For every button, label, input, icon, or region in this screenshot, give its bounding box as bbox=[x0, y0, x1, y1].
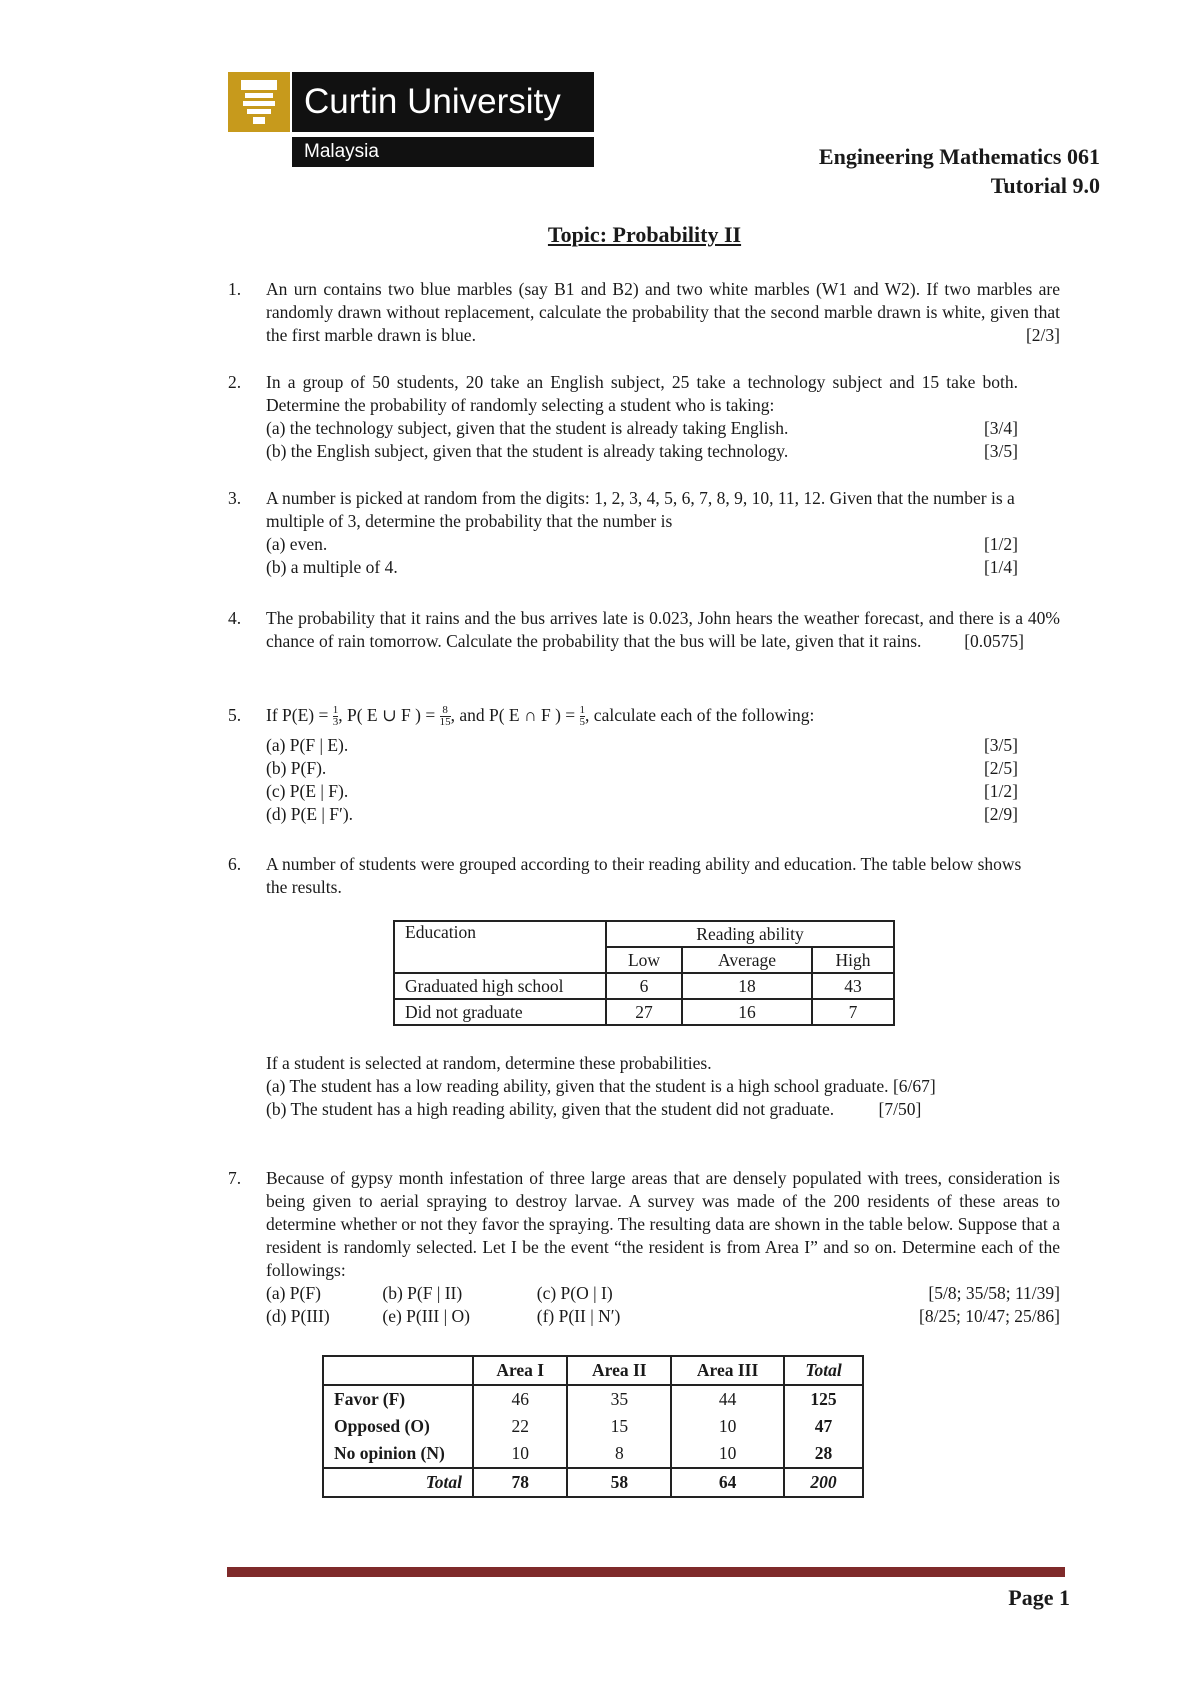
part-f: (f) P(II | N′) bbox=[536, 1306, 621, 1326]
table-cell: 15 bbox=[567, 1413, 671, 1440]
table-row bbox=[323, 1413, 863, 1440]
question-text: A number is picked at random from the digits: 1, 2, 3, 4, 5, 6, 7, 8, 9, 10, 11, 12. Given that the number is a multiple of 3, determine the probability that the number is bbox=[266, 488, 1015, 531]
table-col-header: Area III bbox=[671, 1356, 784, 1385]
answer: [2/3] bbox=[1025, 325, 1060, 345]
table-col-header: Low bbox=[606, 947, 682, 973]
part-c: (c) P(E | F). bbox=[266, 781, 349, 802]
table-cell: 46 bbox=[473, 1385, 567, 1413]
answers-abc: [5/8; 35/58; 11/39] bbox=[928, 1283, 1060, 1303]
table-row bbox=[394, 921, 894, 947]
table-row bbox=[394, 999, 894, 1025]
answer-b: [7/50] bbox=[878, 1099, 922, 1119]
question-4 bbox=[228, 607, 1060, 653]
tutorial-number: Tutorial 9.0 bbox=[990, 173, 1100, 198]
university-logo bbox=[228, 72, 594, 167]
table-cell: 43 bbox=[812, 973, 894, 999]
fraction: $\frac{1}{3}$ bbox=[332, 704, 339, 729]
table-row-label: Graduated high school bbox=[394, 973, 606, 999]
part-a: (a) The student has a low reading ability, given that the student is a high school graduate. [6/67] bbox=[266, 1076, 936, 1096]
part-a: (a) P(F) bbox=[266, 1283, 321, 1303]
question-text: If P(E) = $\frac{1}{3}$ , P( E ∪ F ) = $\frac{8}{15}$ , and P( E ∩ F ) = $\frac{1}{5}$ , calculate each of the following: bbox=[266, 704, 815, 729]
part-b: (b) the English subject, given that the student is already taking technology. bbox=[266, 441, 789, 461]
table-row bbox=[323, 1356, 863, 1385]
table-total: 58 bbox=[567, 1468, 671, 1497]
logo-university-name: Curtin University bbox=[292, 72, 594, 132]
table-cell: 16 bbox=[682, 999, 812, 1025]
page-number: Page 1 bbox=[1008, 1585, 1070, 1610]
answer-d: [2/9] bbox=[983, 804, 1018, 825]
question-text: An urn contains two blue marbles (say B1 and B2) and two white marbles (W1 and W2). If two marbles are randomly drawn without replacement, calculate the probability that the second marble drawn is white, given that the first marble drawn is blue. [2/3] bbox=[266, 279, 1060, 345]
survey-table bbox=[322, 1355, 864, 1498]
crest-icon bbox=[228, 72, 290, 132]
course-header bbox=[819, 142, 1100, 200]
question-7 bbox=[228, 1167, 1060, 1328]
answer-b: [2/5] bbox=[983, 758, 1018, 779]
question-text: Because of gypsy month infestation of three large areas that are densely populated with trees, consideration is being given to aerial spraying to destroy larvae. A survey was made of the 200 residents of these areas to determine whether or not they favor the spraying. The resulting data are shown in the table below. Suppose that a resident is randomly selected. Let I be the event “the resident is from Area I” and so on. Determine each of the followings: bbox=[266, 1168, 1060, 1280]
question-1 bbox=[228, 278, 1060, 347]
answer: [0.0575] bbox=[964, 631, 1024, 651]
question-2 bbox=[228, 371, 1060, 463]
table-total-label: Total bbox=[323, 1468, 473, 1497]
table-col-header: Area I bbox=[473, 1356, 567, 1385]
table-cell: 35 bbox=[567, 1385, 671, 1413]
table-row bbox=[394, 973, 894, 999]
part-b: (b) The student has a high reading ability, given that the student did not graduate. [7/50] bbox=[266, 1099, 922, 1119]
table-total: 64 bbox=[671, 1468, 784, 1497]
question-3 bbox=[228, 487, 1060, 579]
question-number: 1. bbox=[228, 279, 242, 299]
question-number: 3. bbox=[228, 488, 242, 508]
table-header-reading: Reading ability bbox=[606, 921, 894, 947]
fraction: $\frac{1}{5}$ bbox=[579, 704, 586, 729]
table-col-header: Total bbox=[784, 1356, 863, 1385]
table-cell: 44 bbox=[671, 1385, 784, 1413]
answers-def: [8/25; 10/47; 25/86] bbox=[919, 1306, 1060, 1326]
question-text: The probability that it rains and the bus arrives late is 0.023, John hears the weather forecast, and there is a 40% chance of rain tomorrow. Calculate the probability that the bus will be late, given that it rains. [0.0575] bbox=[266, 608, 1060, 651]
page-title: Topic: Probability II bbox=[547, 222, 742, 247]
table-row bbox=[323, 1440, 863, 1468]
question-text: In a group of 50 students, 20 take an English subject, 25 take a technology subject and 15 take both. Determine the probability of randomly selecting a student who is taking: bbox=[266, 372, 1018, 415]
table-total: 200 bbox=[784, 1468, 863, 1497]
table-cell: 6 bbox=[606, 973, 682, 999]
table-row-label: Favor (F) bbox=[323, 1385, 473, 1413]
table-row bbox=[323, 1385, 863, 1413]
table-row bbox=[323, 1468, 863, 1497]
table-col-header: High bbox=[812, 947, 894, 973]
answer-b: [1/4] bbox=[983, 557, 1018, 577]
question-number: 6. bbox=[228, 854, 242, 874]
part-e: (e) P(III | O) bbox=[382, 1306, 470, 1326]
table-header-education: Education bbox=[394, 921, 606, 973]
course-title: Engineering Mathematics 061 bbox=[818, 144, 1100, 169]
answer-a: [3/4] bbox=[983, 418, 1018, 438]
part-a: (a) P(F | E). bbox=[266, 735, 349, 756]
answer-a: [1/2] bbox=[983, 534, 1018, 554]
question-6-parts bbox=[228, 1052, 1060, 1121]
answer-c: [1/2] bbox=[983, 781, 1018, 802]
part-a: (a) even. bbox=[266, 534, 328, 554]
table-cell: 47 bbox=[784, 1413, 863, 1440]
table-row-label: Did not graduate bbox=[394, 999, 606, 1025]
answer-a: [6/67] bbox=[892, 1076, 936, 1096]
question-number: 7. bbox=[228, 1168, 242, 1188]
fraction: $\frac{8}{15}$ bbox=[439, 704, 451, 729]
part-b: (b) P(F). bbox=[266, 758, 327, 779]
table-cell: 27 bbox=[606, 999, 682, 1025]
table-col-header: Area II bbox=[567, 1356, 671, 1385]
table-cell: 18 bbox=[682, 973, 812, 999]
question-6 bbox=[228, 853, 1060, 899]
table-cell: 28 bbox=[784, 1440, 863, 1468]
table-row-label: No opinion (N) bbox=[323, 1440, 473, 1468]
question-text: A number of students were grouped according to their reading ability and education. The table below shows the results. bbox=[266, 854, 1022, 897]
answer-a: [3/5] bbox=[983, 735, 1018, 756]
table-cell: 8 bbox=[567, 1440, 671, 1468]
question-5 bbox=[228, 704, 1060, 826]
part-b: (b) P(F | II) bbox=[382, 1283, 463, 1303]
part-b: (b) a multiple of 4. bbox=[266, 557, 398, 577]
table-cell: 125 bbox=[784, 1385, 863, 1413]
question-followup: If a student is selected at random, determine these probabilities. bbox=[266, 1053, 712, 1073]
table-col-header: Average bbox=[682, 947, 812, 973]
question-number: 5. bbox=[228, 705, 242, 725]
part-d: (d) P(III) bbox=[266, 1306, 330, 1326]
part-d: (d) P(E | F′). bbox=[266, 804, 354, 825]
answer-b: [3/5] bbox=[983, 441, 1018, 461]
part-c: (c) P(O | I) bbox=[536, 1283, 613, 1303]
table-corner bbox=[323, 1356, 473, 1385]
table-cell: 22 bbox=[473, 1413, 567, 1440]
question-number: 4. bbox=[228, 608, 242, 628]
table-cell: 7 bbox=[812, 999, 894, 1025]
table-cell: 10 bbox=[671, 1413, 784, 1440]
footer-divider bbox=[227, 1567, 1065, 1577]
part-a: (a) the technology subject, given that the student is already taking English. bbox=[266, 418, 789, 438]
reading-ability-table bbox=[393, 920, 895, 1026]
table-total: 78 bbox=[473, 1468, 567, 1497]
logo-campus: Malaysia bbox=[292, 137, 594, 167]
table-cell: 10 bbox=[671, 1440, 784, 1468]
question-number: 2. bbox=[228, 372, 242, 392]
table-cell: 10 bbox=[473, 1440, 567, 1468]
table-row-label: Opposed (O) bbox=[323, 1413, 473, 1440]
